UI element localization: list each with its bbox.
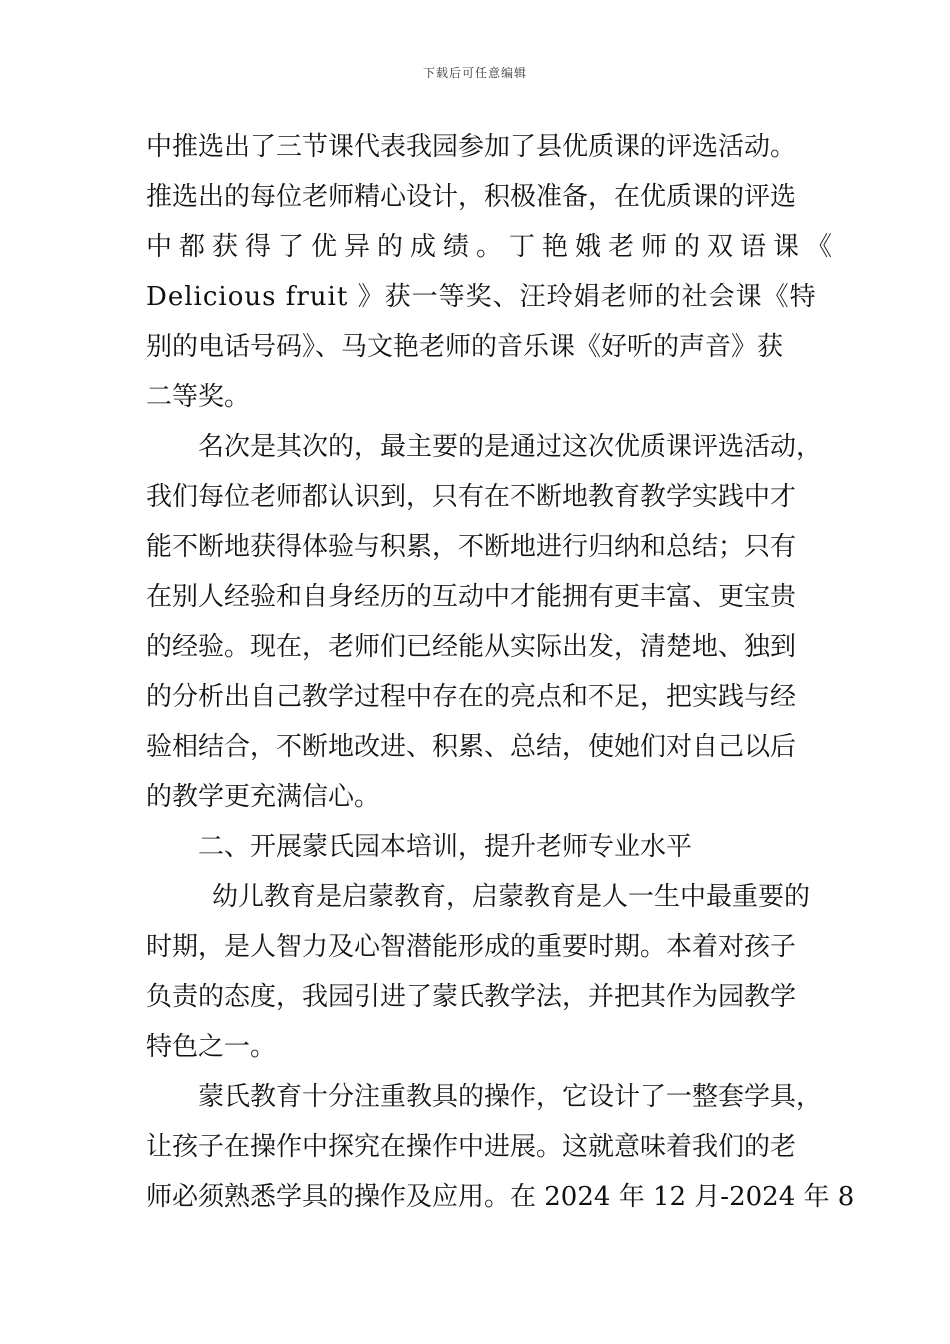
text-line: 的教学更充满信心。: [146, 782, 381, 812]
text-line: 在别人经验和自身经历的互动中才能拥有更丰富、更宝贵: [146, 582, 797, 612]
text-line: 我们每位老师都认识到，只有在不断地教育教学实践中才: [146, 482, 797, 512]
text-line: 能不断地获得体验与积累，不断地进行归纳和总结；只有: [146, 532, 797, 562]
text-line: 的分析出自己教学过程中存在的亮点和不足，把实践与经: [146, 682, 797, 712]
text-line: Delicious fruit 》获一等奖、汪玲娟老师的社会课《特: [146, 282, 817, 312]
paragraph-start: 幼儿教育是启蒙教育，启蒙教育是人一生中最重要的: [212, 882, 811, 912]
page-header: 下载后可任意编辑: [422, 66, 527, 80]
text-line: 特色之一。: [146, 1032, 277, 1062]
paragraph-start: 名次是其次的，最主要的是通过这次优质课评选活动，: [198, 432, 823, 462]
text-line: 验相结合，不断地改进、积累、总结，使她们对自己以后: [146, 732, 797, 762]
paragraph-start: 蒙氏教育十分注重教具的操作，它设计了一整套学具，: [198, 1082, 823, 1112]
text-line: 别的电话号码》、马文艳老师的音乐课《好听的声音》获: [146, 332, 784, 362]
text-line: 推选出的每位老师精心设计，积极准备，在优质课的评选: [146, 182, 797, 212]
document-body: [146, 122, 855, 1222]
text-line: 负责的态度，我园引进了蒙氏教学法，并把其作为园教学: [146, 982, 797, 1012]
text-line: 中都获得了优异的成绩。丁艳娥老师的双语课《: [146, 232, 840, 262]
text-line: 让孩子在操作中探究在操作中进展。这就意味着我们的老: [146, 1132, 797, 1162]
text-line: 时期，是人智力及心智潜能形成的重要时期。本着对孩子: [146, 932, 797, 962]
text-line: 二等奖。: [146, 382, 251, 412]
section-heading: 二、开展蒙氏园本培训，提升老师专业水平: [198, 832, 693, 862]
text-line: 师必须熟悉学具的操作及应用。在 2024 年 12 月-2024 年 8: [146, 1182, 855, 1212]
text-line: 的经验。现在，老师们已经能从实际出发，清楚地、独到: [146, 632, 797, 662]
text-line: 中推选出了三节课代表我园参加了县优质课的评选活动。: [146, 132, 797, 162]
